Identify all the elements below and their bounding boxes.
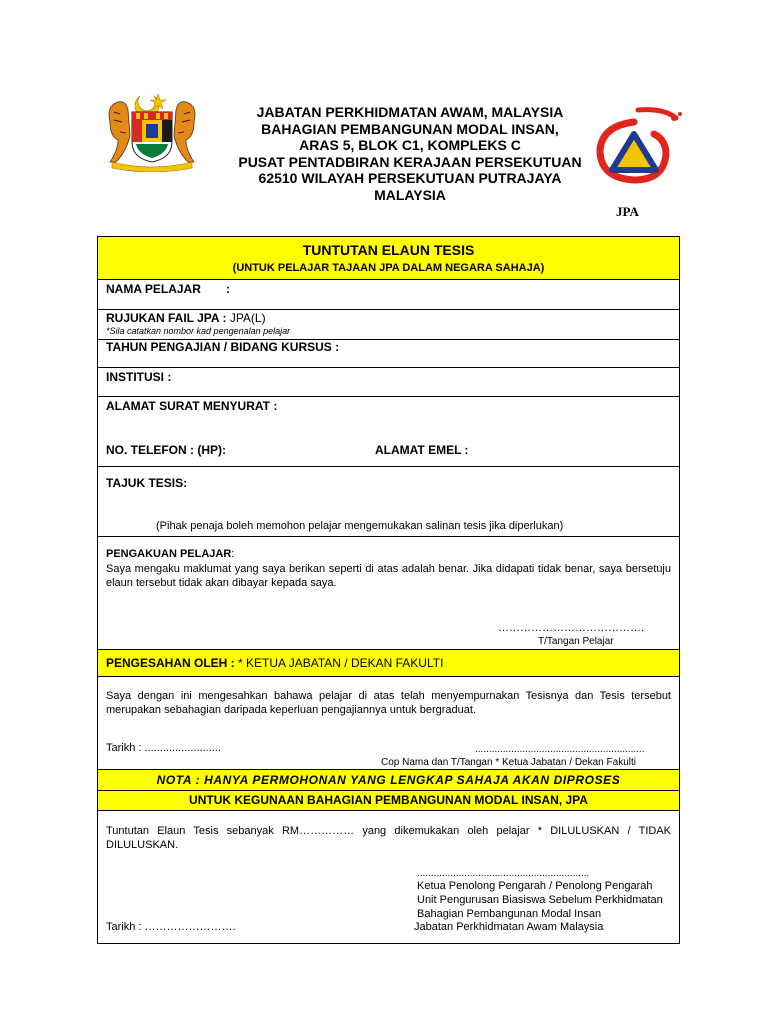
rujukan-note: *Sila catatkan nombor kad pengenalan pelajar — [106, 326, 291, 336]
tajuk-label: TAJUK TESIS: — [106, 476, 188, 490]
nama-pelajar-row[interactable] — [98, 279, 679, 309]
alamat-row[interactable] — [98, 396, 679, 466]
pengakuan-section — [98, 536, 679, 649]
pengesahan-value: * KETUA JABATAN / DEKAN FAKULTI — [234, 656, 444, 670]
form-title: TUNTUTAN ELAUN TESIS — [302, 242, 475, 258]
rujukan-row[interactable] — [98, 309, 679, 339]
claim-form — [97, 236, 680, 944]
signature-label-pelajar: T/Tangan Pelajar — [538, 636, 614, 647]
header-line-5: 62510 WILAYAH PERSEKUTUAN PUTRAJAYA — [258, 170, 562, 187]
header-line-6: MALAYSIA — [374, 186, 446, 203]
letterhead — [220, 104, 600, 204]
jpa-logo-label: JPA — [616, 204, 639, 219]
pengakuan-label: PENGAKUAN PELAJAR — [106, 548, 232, 560]
pengakuan-colon: : — [231, 548, 235, 560]
rujukan-label: RUJUKAN FAIL JPA : — [106, 311, 227, 325]
pengakuan-heading — [106, 548, 234, 560]
institusi-label: INSTITUSI : — [106, 370, 172, 384]
tajuk-row[interactable] — [98, 466, 679, 536]
signature-line-ketua-penolong[interactable]: .............................................................. — [417, 868, 590, 879]
kegunaan-banner — [98, 790, 679, 810]
kegunaan-text: UNTUK KEGUNAAN BAHAGIAN PEMBANGUNAN MODAL INSAN, JPA — [189, 793, 588, 807]
header-line-1: JABATAN PERKHIDMATAN AWAM, MALAYSIA — [256, 104, 564, 120]
tajuk-note: (Pihak penaja boleh memohon pelajar mengemukakan salinan tesis jika diperlukan) — [156, 520, 564, 532]
signature-line-ketua[interactable]: ............................................................. — [475, 744, 645, 755]
nama-pelajar-colon: : — [226, 282, 230, 296]
nama-pelajar-label: NAMA PELAJAR — [106, 282, 201, 296]
emel-label: ALAMAT EMEL : — [375, 443, 469, 457]
tarikh-field-2[interactable]: Tarikh : ……………………. — [106, 921, 236, 933]
pengakuan-text: Saya mengaku maklumat yang saya berikan seperti di atas adalah benar. Jika didapati tidak benar, saya bersetuju elaun tersebut tidak akan dibayar kepada saya. — [106, 563, 671, 589]
form-subtitle: (UNTUK PELAJAR TAJAAN JPA DALAM NEGARA SAHAJA) — [232, 262, 545, 274]
rujukan-value: JPA(L) — [229, 311, 266, 325]
rujukan-field — [106, 311, 266, 325]
header-line-3: ARAS 5, BLOK C1, KOMPLEKS C — [299, 137, 521, 154]
pengesahan-heading-text — [106, 656, 443, 670]
ketua-line-4: Jabatan Perkhidmatan Awam Malaysia — [414, 921, 604, 933]
pengesahan-label: PENGESAHAN OLEH : — [106, 656, 235, 670]
jpa-logo — [594, 104, 684, 184]
header-line-2: BAHAGIAN PEMBANGUNAN MODAL INSAN, — [261, 120, 559, 137]
pengesahan-section — [98, 676, 679, 769]
signature-line-pelajar[interactable]: …………………………………. — [498, 622, 645, 634]
pengesahan-heading — [98, 649, 679, 676]
nota-text: NOTA : HANYA PERMOHONAN YANG LENGKAP SAHAJA AKAN DIPROSES — [156, 773, 621, 787]
tarikh-field-1[interactable]: Tarikh : ......................... — [106, 742, 221, 754]
alamat-label: ALAMAT SURAT MENYURAT : — [106, 399, 278, 413]
ketua-line-1: Ketua Penolong Pengarah / Penolong Pengarah — [417, 880, 653, 892]
cop-label: Cop Nama dan T/Tangan * Ketua Jabatan / Dekan Fakulti — [381, 757, 636, 768]
form-title-block — [98, 237, 679, 279]
institusi-row[interactable] — [98, 367, 679, 396]
pengesahan-text: Saya dengan ini mengesahkan bahawa pelajar di atas telah menyempurnakan Tesisnya dan Tesis tersebut merupakan sebahagian daripada keperluan pengajiannya untuk bergraduat. — [106, 690, 671, 716]
tahun-row[interactable] — [98, 339, 679, 367]
ketua-line-2: Unit Pengurusan Biasiswa Sebelum Perkhidmatan — [417, 894, 663, 906]
tahun-label: TAHUN PENGAJIAN / BIDANG KURSUS : — [106, 340, 340, 354]
telefon-label: NO. TELEFON : (HP): — [106, 443, 226, 457]
header-line-4: PUSAT PENTADBIRAN KERAJAAN PERSEKUTUAN — [238, 153, 582, 170]
office-use-section — [98, 810, 679, 945]
coat-of-arms-logo — [100, 92, 204, 172]
nota-banner — [98, 769, 679, 790]
ketua-line-3: Bahagian Pembangunan Modal Insan — [417, 908, 602, 920]
tuntutan-text: Tuntutan Elaun Tesis sebanyak RM…………… yang dikemukakan oleh pelajar * DILULUSKAN / TIDAK DILULUSKAN. — [106, 825, 671, 851]
